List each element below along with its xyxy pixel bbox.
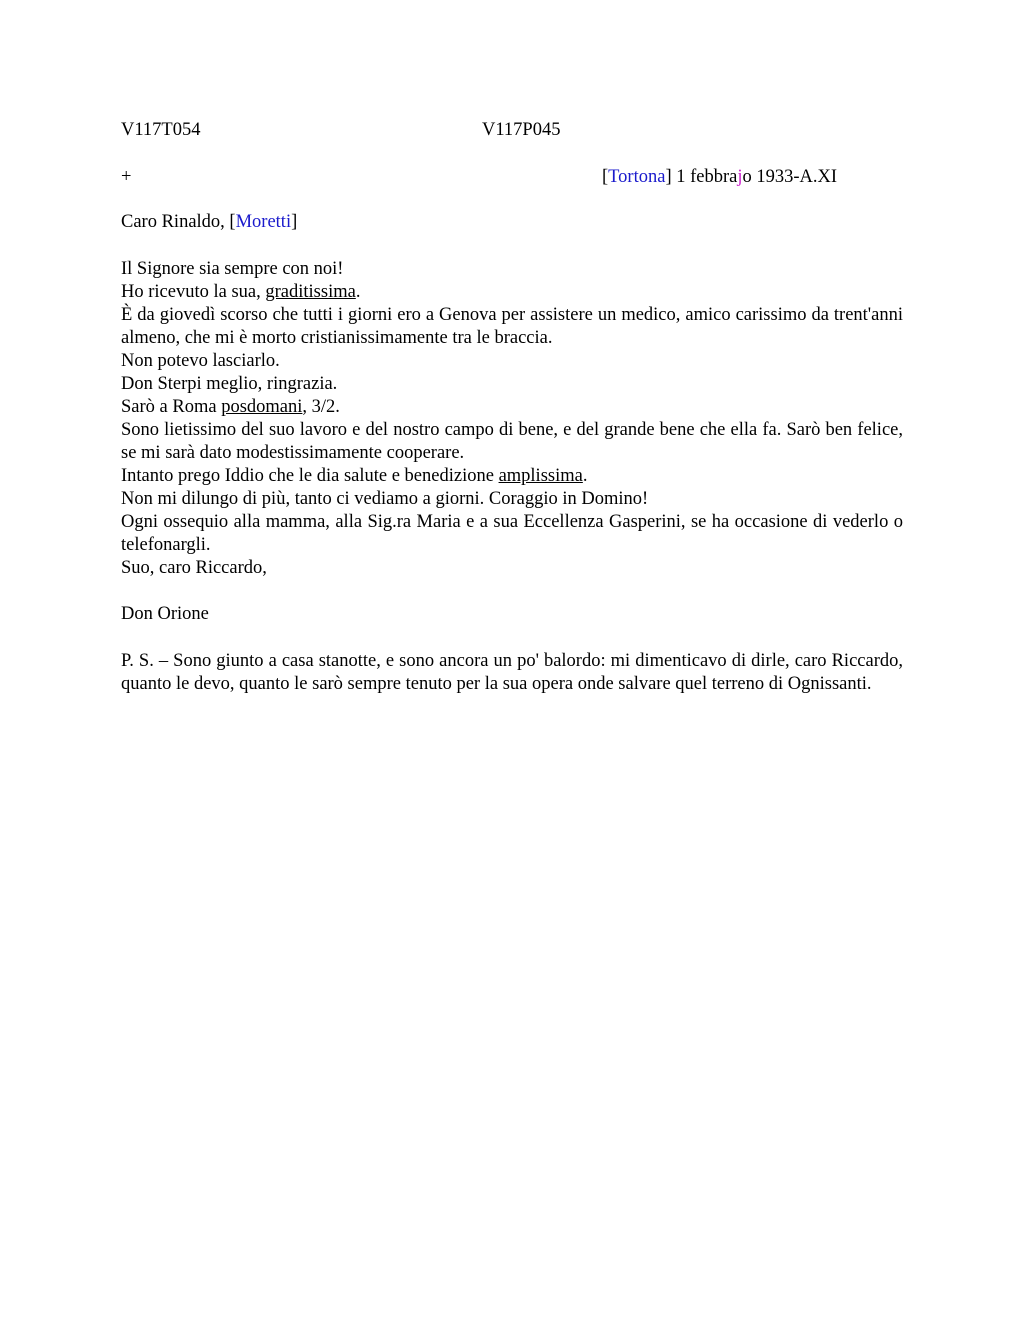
- underlined-word: graditissima: [265, 282, 356, 302]
- underlined-word: amplissima: [498, 466, 583, 486]
- body-paragraph: Ogni ossequio alla mamma, alla Sig.ra Maria e a sua Eccellenza Gasperini, se ha occasione di vederlo o telefonargli.: [121, 512, 903, 555]
- date-text-1: 1 febbra: [671, 167, 738, 187]
- body-line: [121, 281, 903, 304]
- body-text: Ho ricevuto la sua,: [121, 282, 266, 302]
- salutation-text: Caro Rinaldo,: [121, 212, 230, 232]
- document-id-left: V117T054: [121, 120, 201, 140]
- body-line: Non mi dilungo di più, tanto ci vediamo a giorni. Coraggio in Domino!: [121, 489, 649, 509]
- salutation-bracket-open: [: [229, 212, 236, 232]
- salutation-bracket-close: ]: [291, 212, 298, 232]
- body-text: Sarò a Roma: [121, 397, 222, 417]
- body-line: Il Signore sia sempre con noi!: [121, 259, 344, 279]
- body-text: Intanto prego Iddio che le dia salute e benedizione: [121, 466, 499, 486]
- letter-body: [121, 258, 903, 580]
- body-line: Don Sterpi meglio, ringrazia.: [121, 374, 338, 394]
- place-name: Tortona: [608, 167, 666, 187]
- salutation: [121, 211, 903, 234]
- date-text-2: o 1933-A.XI: [742, 167, 838, 187]
- letter-page: [121, 119, 903, 696]
- body-line: [121, 396, 903, 419]
- bracket-open: [: [602, 167, 609, 187]
- body-text: .: [582, 466, 588, 486]
- recipient-surname: Moretti: [235, 212, 292, 232]
- bracket-close: ]: [665, 167, 672, 187]
- place-date: [602, 166, 837, 189]
- body-line: Non potevo lasciarlo.: [121, 351, 280, 371]
- body-text: .: [355, 282, 361, 302]
- body-paragraph: È da giovedì scorso che tutti i giorni ero a Genova per assistere un medico, amico carissimo da trent'anni almeno, che mi è morto cristianissimamente tra le braccia.: [121, 305, 903, 348]
- body-text: , 3/2.: [302, 397, 340, 417]
- body-line: [121, 465, 903, 488]
- document-ids: [121, 119, 903, 142]
- body-line: Suo, caro Riccardo,: [121, 558, 267, 578]
- date-correction: j: [737, 167, 743, 187]
- body-paragraph: Sono lietissimo del suo lavoro e del nostro campo di bene, e del grande bene che ella fa. Sarò ben felice, se mi sarà dato modestissimamente cooperare.: [121, 420, 903, 463]
- dateline-row: [121, 166, 903, 189]
- signature: Don Orione: [121, 604, 209, 624]
- underlined-word: posdomani: [221, 397, 303, 417]
- postscript: P. S. – Sono giunto a casa stanotte, e sono ancora un po' balordo: mi dimenticavo di dirle, caro Riccardo, quanto le devo, quanto le sarò sempre tenuto per la sua opera onde salvare quel terreno di Ognissanti.: [121, 651, 903, 694]
- document-id-right: V117P045: [482, 120, 561, 140]
- cross-mark: +: [121, 167, 132, 187]
